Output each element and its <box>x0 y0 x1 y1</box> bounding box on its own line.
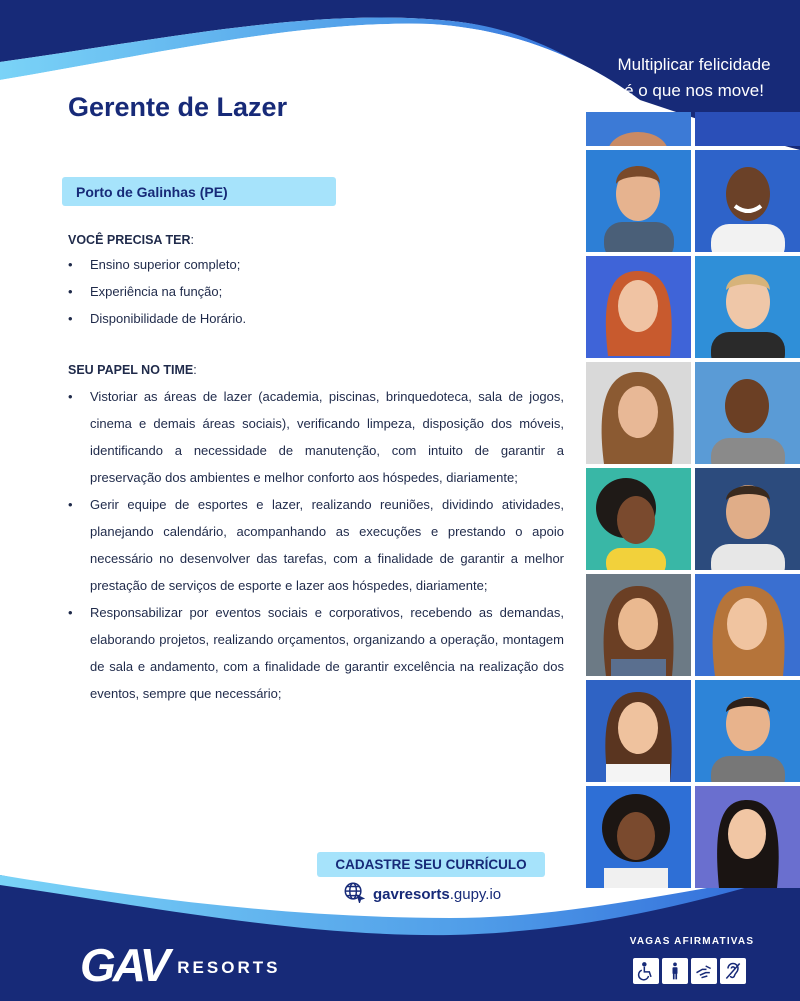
logo-wordmark: RESORTS <box>177 958 281 977</box>
accessibility-icons <box>633 958 746 984</box>
page-title: Gerente de Lazer <box>68 92 288 122</box>
requirements-list <box>68 251 564 332</box>
website-url: gavresorts.gupy.io <box>373 885 502 903</box>
photo-tile <box>586 786 691 888</box>
photo-tile <box>695 362 800 464</box>
photo-tile <box>586 112 691 146</box>
photo-tile <box>695 680 800 782</box>
photo-tile <box>586 362 691 464</box>
sign-language-icon <box>691 958 717 984</box>
list-item: • Responsabilizar por eventos sociais e corporativos, recebendo as demandas, elaborando projetos, realizando orçamentos, organizando a operação, montagem de sala e andamento, com a finalidade de garantir excelência na realização dos eventos, sempre que necessário; <box>68 599 564 707</box>
list-item: • Disponibilidade de Horário. <box>68 305 564 332</box>
photo-tile <box>695 786 800 888</box>
photo-tile <box>586 680 691 782</box>
wheelchair-icon <box>633 958 659 984</box>
tagline-line-1: Multiplicar felicidade <box>617 55 771 74</box>
photo-tile <box>695 574 800 676</box>
list-item: • Experiência na função; <box>68 278 564 305</box>
role-list <box>68 383 564 707</box>
affirmative-vacancies-label: VAGAS AFIRMATIVAS <box>629 936 755 947</box>
photo-tile <box>586 256 691 358</box>
role-heading: SEU PAPEL NO TIME: <box>68 363 197 377</box>
photo-tile <box>586 468 691 570</box>
website-link[interactable] <box>343 881 501 907</box>
person-icon <box>662 958 688 984</box>
list-item: • Vistoriar as áreas de lazer (academia, piscinas, brinquedoteca, sala de jogos, cinema e demais áreas sociais), verificando limpeza, disposição dos móveis, identificando a necessidade de manutenção, com intuito de garantir a preservação dos ambientes e melhor conforto aos hóspedes, diariamente; <box>68 383 564 491</box>
photo-tile <box>695 468 800 570</box>
photo-tile <box>586 150 691 252</box>
people-photo-grid <box>586 112 800 910</box>
list-item: • Ensino superior completo; <box>68 251 564 278</box>
photo-tile <box>695 112 800 146</box>
globe-icon <box>343 881 365 907</box>
location-label: Porto de Galinhas (PE) <box>76 183 228 200</box>
cta-register-cv[interactable] <box>317 852 545 877</box>
gav-resorts-logo <box>80 938 280 992</box>
hearing-impaired-icon <box>720 958 746 984</box>
cta-label: CADASTRE SEU CURRÍCULO <box>335 857 527 872</box>
tagline-line-2: é o que nos move! <box>624 81 764 100</box>
location-badge <box>62 177 336 206</box>
list-item: • Gerir equipe de esportes e lazer, realizando reuniões, dividindo atividades, planejando calendário, acompanhando as execuções e prestando o apoio necessário no desenvolver das tarefas, com a finalidade de garantir a melhor prestação de serviços de esporte e lazer aos hóspedes, diariamente; <box>68 491 564 599</box>
photo-tile <box>586 574 691 676</box>
logo-mark: GAV <box>80 939 168 991</box>
photo-tile <box>695 150 800 252</box>
tagline <box>588 52 800 104</box>
requirements-heading: VOCÊ PRECISA TER: <box>68 233 194 247</box>
photo-tile <box>695 256 800 358</box>
